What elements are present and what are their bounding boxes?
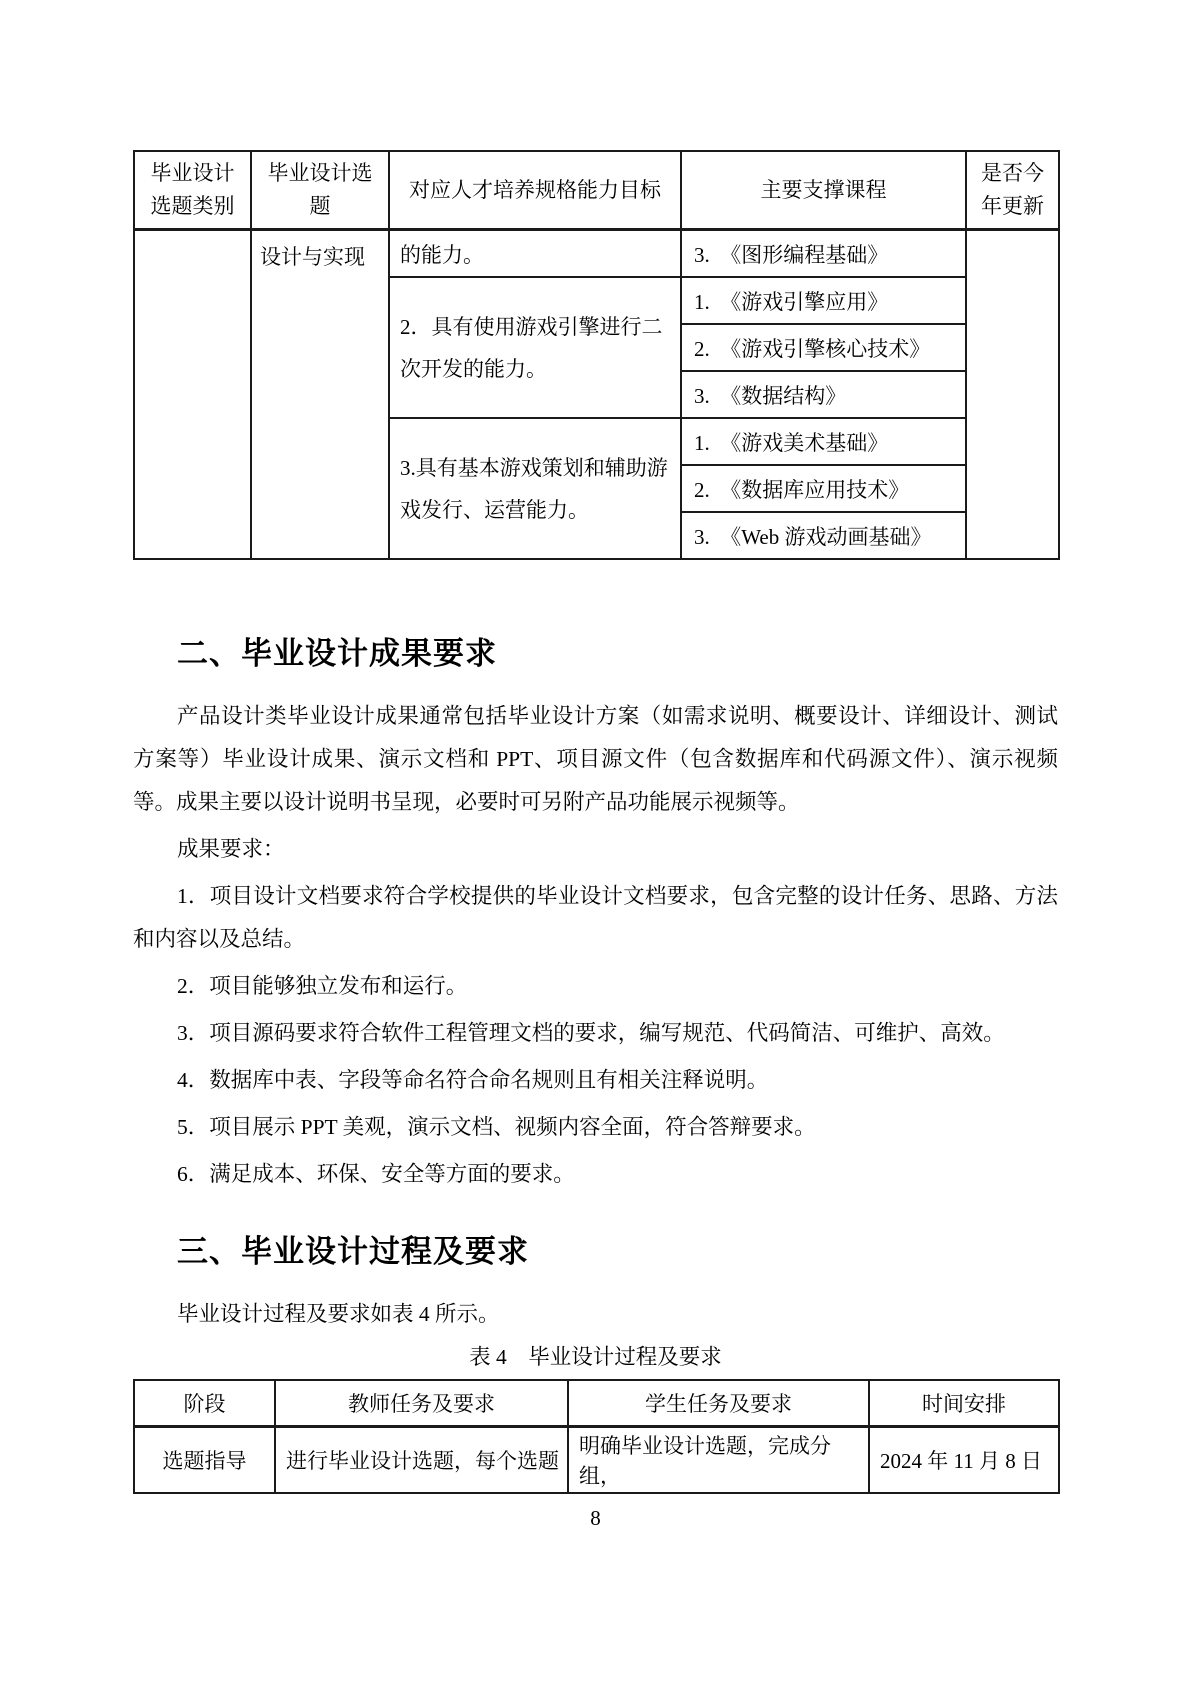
header-support-courses: 主要支撑课程 (681, 151, 966, 230)
header-topic: 毕业设计选题 (251, 151, 389, 230)
cell-stage: 选题指导 (134, 1427, 275, 1494)
cell-course: 2. 《数据库应用技术》 (681, 465, 966, 512)
header-schedule: 时间安排 (869, 1380, 1059, 1427)
cell-ability-3: 3.具有基本游戏策划和辅助游戏发行、运营能力。 (389, 418, 681, 559)
section3-heading: 三、毕业设计过程及要求 (177, 1234, 529, 1269)
cell-course: 3. 《Web 游戏动画基础》 (681, 512, 966, 559)
requirement-item-6: 6．满足成本、环保、安全等方面的要求。 (177, 1162, 575, 1186)
requirement-item-3: 3．项目源码要求符合软件工程管理文档的要求，编写规范、代码简洁、可维护、高效。 (177, 1021, 1005, 1045)
cell-updated-empty (966, 230, 1059, 560)
results-requirements-label: 成果要求： (177, 837, 285, 861)
cell-ability-continuation: 的能力。 (389, 230, 681, 278)
table-header-row (134, 151, 1059, 230)
cell-course: 3. 《数据结构》 (681, 371, 966, 418)
process-requirements-table (133, 1379, 1060, 1494)
cell-course: 3. 《图形编程基础》 (681, 230, 966, 278)
cell-course: 1. 《游戏引擎应用》 (681, 277, 966, 324)
requirement-item-1: 1．项目设计文档要求符合学校提供的毕业设计文档要求，包含完整的设计任务、思路、方法和内容以及总结。 (133, 884, 1058, 951)
table-row (134, 230, 1059, 278)
header-updated-this-year: 是否今年更新 (966, 151, 1059, 230)
section2-intro: 产品设计类毕业设计成果通常包括毕业设计方案（如需求说明、概要设计、详细设计、测试方案等）毕业设计成果、演示文档和 PPT、项目源文件（包含数据库和代码源文件）、演示视频等。成果主要以设计说明书呈现，必要时可另附产品功能展示视频等。 (133, 704, 1058, 814)
cell-course: 1. 《游戏美术基础》 (681, 418, 966, 465)
header-teacher-task: 教师任务及要求 (275, 1380, 568, 1427)
requirement-item-2: 2．项目能够独立发布和运行。 (177, 974, 468, 998)
cell-topic: 设计与实现 (251, 230, 389, 560)
cell-course: 2. 《游戏引擎核心技术》 (681, 324, 966, 371)
cell-category-empty (134, 230, 251, 560)
section2-heading: 二、毕业设计成果要求 (177, 636, 497, 671)
table4-caption: 表 4 毕业设计过程及要求 (469, 1345, 722, 1369)
cell-schedule: 2024 年 11 月 8 日 (869, 1427, 1059, 1494)
cell-teacher-task: 进行毕业设计选题，每个选题 (275, 1427, 568, 1494)
header-ability-target: 对应人才培养规格能力目标 (389, 151, 681, 230)
cell-ability-2: 2．具有使用游戏引擎进行二次开发的能力。 (389, 277, 681, 418)
header-stage: 阶段 (134, 1380, 275, 1427)
table-header-row (134, 1380, 1059, 1427)
topic-continuation-table (133, 150, 1060, 560)
table-row (134, 1427, 1059, 1494)
requirement-item-5: 5．项目展示 PPT 美观，演示文档、视频内容全面，符合答辩要求。 (177, 1115, 816, 1139)
page-number: 8 (590, 1506, 601, 1530)
header-category: 毕业设计选题类别 (134, 151, 251, 230)
requirement-item-4: 4．数据库中表、字段等命名符合命名规则且有相关注释说明。 (177, 1068, 769, 1092)
cell-student-task: 明确毕业设计选题，完成分组， (568, 1427, 869, 1494)
header-student-task: 学生任务及要求 (568, 1380, 869, 1427)
section3-intro: 毕业设计过程及要求如表 4 所示。 (177, 1302, 500, 1326)
